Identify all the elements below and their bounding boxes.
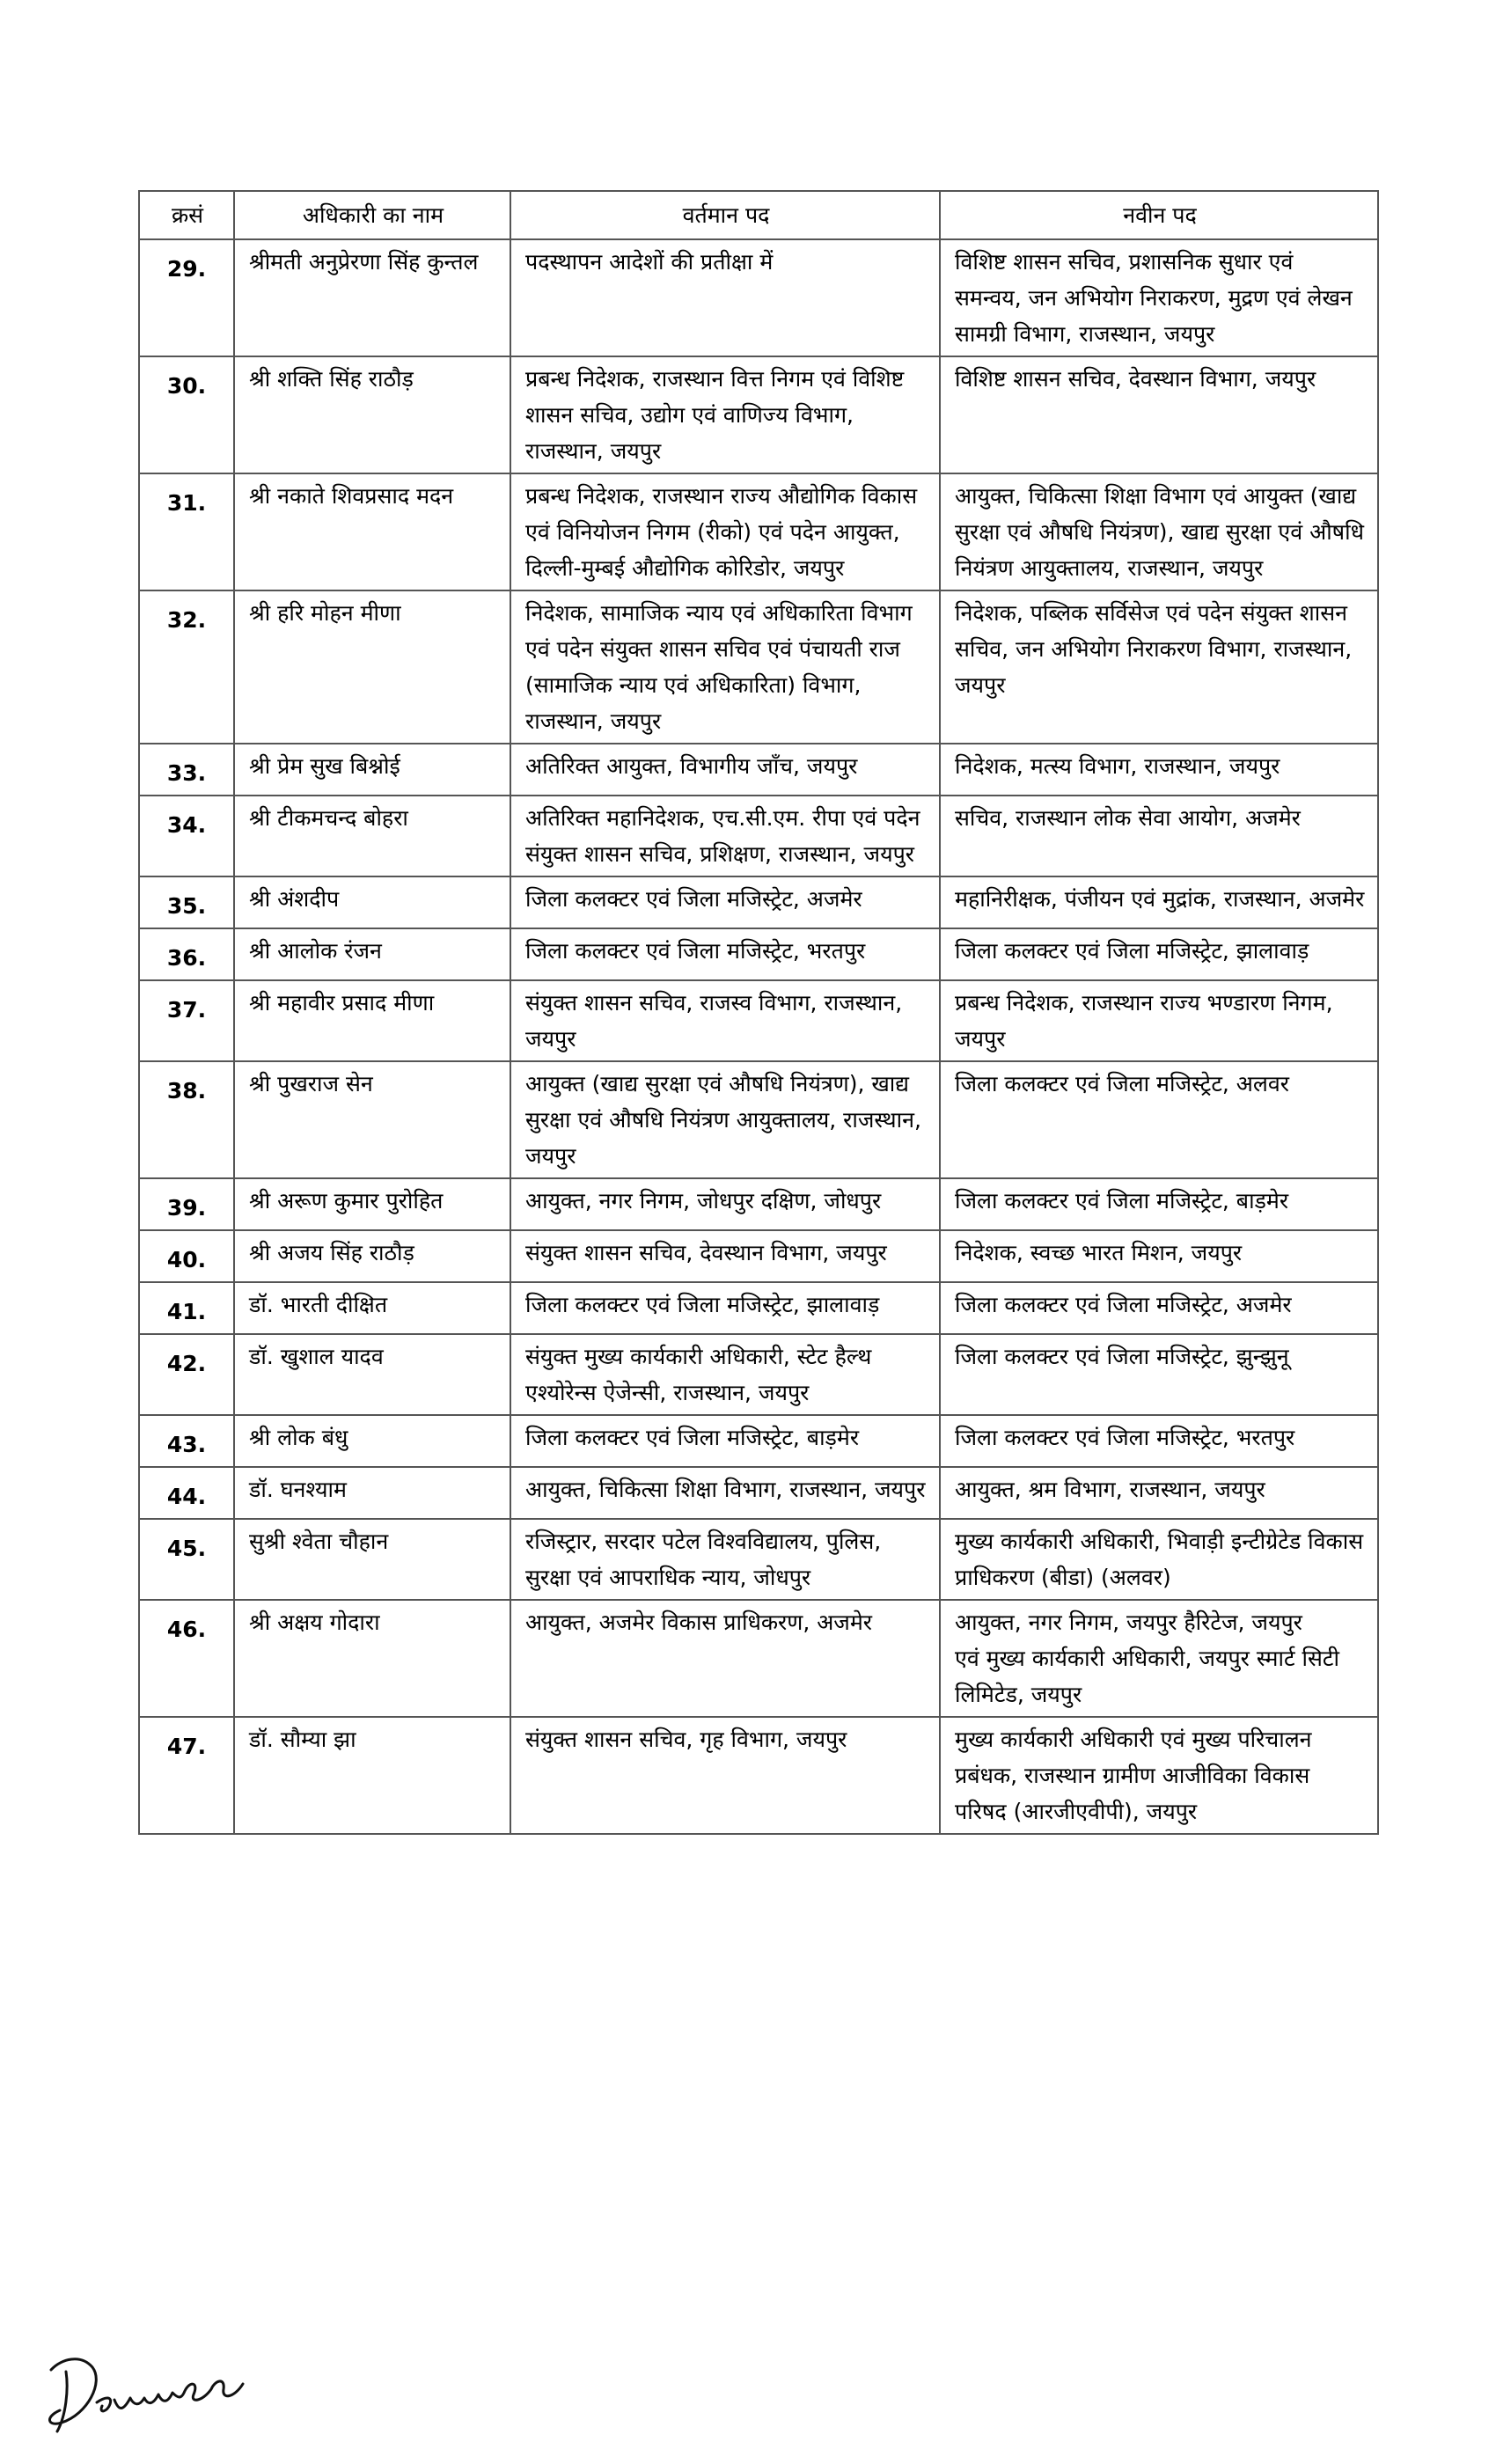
row-new-post: विशिष्ट शासन सचिव, देवस्थान विभाग, जयपुर	[940, 356, 1378, 473]
row-sno: 30.	[139, 356, 234, 473]
row-current-post: संयुक्त शासन सचिव, राजस्व विभाग, राजस्थान, जयपुर	[510, 980, 940, 1061]
header-new-post: नवीन पद	[940, 191, 1378, 239]
table-row	[139, 1717, 1378, 1834]
row-new-post: निदेशक, स्वच्छ भारत मिशन, जयपुर	[940, 1230, 1378, 1282]
row-officer-name: श्री हरि मोहन मीणा	[234, 590, 510, 744]
table-row	[139, 1334, 1378, 1415]
row-officer-name: सुश्री श्वेता चौहान	[234, 1519, 510, 1600]
row-new-post: जिला कलक्टर एवं जिला मजिस्ट्रेट, झुन्झुनू	[940, 1334, 1378, 1415]
table-row	[139, 1178, 1378, 1230]
row-sno: 44.	[139, 1467, 234, 1519]
header-name: अधिकारी का नाम	[234, 191, 510, 239]
row-sno: 36.	[139, 928, 234, 980]
row-officer-name: डॉ. खुशाल यादव	[234, 1334, 510, 1415]
table-row	[139, 1519, 1378, 1600]
row-current-post: आयुक्त, चिकित्सा शिक्षा विभाग, राजस्थान, जयपुर	[510, 1467, 940, 1519]
row-current-post: प्रबन्ध निदेशक, राजस्थान राज्य औद्योगिक विकास एवं विनियोजन निगम (रीको) एवं पदेन आयुक्त, दिल्ली-मुम्बई औद्योगिक कोरिडोर, जयपुर	[510, 473, 940, 590]
row-new-post: विशिष्ट शासन सचिव, प्रशासनिक सुधार एवं समन्वय, जन अभियोग निराकरण, मुद्रण एवं लेखन सामग्री विभाग, राजस्थान, जयपुर	[940, 239, 1378, 356]
row-sno: 39.	[139, 1178, 234, 1230]
row-sno: 46.	[139, 1600, 234, 1717]
table-row	[139, 239, 1378, 356]
row-sno: 34.	[139, 796, 234, 876]
row-sno: 32.	[139, 590, 234, 744]
row-officer-name: डॉ. घनश्याम	[234, 1467, 510, 1519]
row-sno: 42.	[139, 1334, 234, 1415]
table-row	[139, 1230, 1378, 1282]
row-current-post: आयुक्त, अजमेर विकास प्राधिकरण, अजमेर	[510, 1600, 940, 1717]
row-sno: 31.	[139, 473, 234, 590]
row-current-post: संयुक्त शासन सचिव, देवस्थान विभाग, जयपुर	[510, 1230, 940, 1282]
row-officer-name: डॉ. सौम्या झा	[234, 1717, 510, 1834]
row-officer-name: श्री अक्षय गोदारा	[234, 1600, 510, 1717]
row-officer-name: श्री आलोक रंजन	[234, 928, 510, 980]
row-new-post: आयुक्त, श्रम विभाग, राजस्थान, जयपुर	[940, 1467, 1378, 1519]
row-new-post: आयुक्त, चिकित्सा शिक्षा विभाग एवं आयुक्त (खाद्य सुरक्षा एवं औषधि नियंत्रण), खाद्य सुरक्षा एवं औषधि नियंत्रण आयुक्तालय, राजस्थान, जयपुर	[940, 473, 1378, 590]
table-row	[139, 1467, 1378, 1519]
row-officer-name: श्री लोक बंधु	[234, 1415, 510, 1467]
header-current-post: वर्तमान पद	[510, 191, 940, 239]
row-new-post: महानिरीक्षक, पंजीयन एवं मुद्रांक, राजस्थान, अजमेर	[940, 876, 1378, 928]
row-officer-name: श्री महावीर प्रसाद मीणा	[234, 980, 510, 1061]
row-current-post: रजिस्ट्रार, सरदार पटेल विश्वविद्यालय, पुलिस, सुरक्षा एवं आपराधिक न्याय, जोधपुर	[510, 1519, 940, 1600]
row-current-post: निदेशक, सामाजिक न्याय एवं अधिकारिता विभाग एवं पदेन संयुक्त शासन सचिव एवं पंचायती राज (सामाजिक न्याय एवं अधिकारिता) विभाग, राजस्थान, जयपुर	[510, 590, 940, 744]
table-row	[139, 796, 1378, 876]
row-officer-name: श्री अजय सिंह राठौड़	[234, 1230, 510, 1282]
row-current-post: जिला कलक्टर एवं जिला मजिस्ट्रेट, भरतपुर	[510, 928, 940, 980]
row-new-post: जिला कलक्टर एवं जिला मजिस्ट्रेट, बाड़मेर	[940, 1178, 1378, 1230]
row-new-post: प्रबन्ध निदेशक, राजस्थान राज्य भण्डारण निगम, जयपुर	[940, 980, 1378, 1061]
row-sno: 33.	[139, 744, 234, 796]
table-row	[139, 744, 1378, 796]
row-sno: 43.	[139, 1415, 234, 1467]
transfer-table	[138, 190, 1379, 1835]
row-sno: 40.	[139, 1230, 234, 1282]
row-current-post: पदस्थापन आदेशों की प्रतीक्षा में	[510, 239, 940, 356]
row-current-post: अतिरिक्त महानिदेशक, एच.सी.एम. रीपा एवं पदेन संयुक्त शासन सचिव, प्रशिक्षण, राजस्थान, जयपुर	[510, 796, 940, 876]
row-sno: 47.	[139, 1717, 234, 1834]
row-new-post: मुख्य कार्यकारी अधिकारी, भिवाड़ी इन्टीग्रेटेड विकास प्राधिकरण (बीडा) (अलवर)	[940, 1519, 1378, 1600]
row-current-post: प्रबन्ध निदेशक, राजस्थान वित्त निगम एवं विशिष्ट शासन सचिव, उद्योग एवं वाणिज्य विभाग, राजस्थान, जयपुर	[510, 356, 940, 473]
row-officer-name: श्री पुखराज सेन	[234, 1061, 510, 1178]
row-officer-name: श्री प्रेम सुख बिश्नोई	[234, 744, 510, 796]
row-officer-name: श्रीमती अनुप्रेरणा सिंह कुन्तल	[234, 239, 510, 356]
row-new-post: सचिव, राजस्थान लोक सेवा आयोग, अजमेर	[940, 796, 1378, 876]
row-new-post: जिला कलक्टर एवं जिला मजिस्ट्रेट, अजमेर	[940, 1282, 1378, 1334]
row-current-post: जिला कलक्टर एवं जिला मजिस्ट्रेट, बाड़मेर	[510, 1415, 940, 1467]
row-current-post: आयुक्त, नगर निगम, जोधपुर दक्षिण, जोधपुर	[510, 1178, 940, 1230]
row-current-post: संयुक्त मुख्य कार्यकारी अधिकारी, स्टेट हैल्थ एश्योरेन्स ऐजेन्सी, राजस्थान, जयपुर	[510, 1334, 940, 1415]
row-officer-name: श्री अंशदीप	[234, 876, 510, 928]
row-new-post: जिला कलक्टर एवं जिला मजिस्ट्रेट, झालावाड़	[940, 928, 1378, 980]
table-row	[139, 1415, 1378, 1467]
row-new-post: आयुक्त, नगर निगम, जयपुर हैरिटेज, जयपुर एवं मुख्य कार्यकारी अधिकारी, जयपुर स्मार्ट सिटी लिमिटेड, जयपुर	[940, 1600, 1378, 1717]
table-row	[139, 876, 1378, 928]
header-sno: क्रसं	[139, 191, 234, 239]
row-new-post: जिला कलक्टर एवं जिला मजिस्ट्रेट, अलवर	[940, 1061, 1378, 1178]
table-body	[139, 239, 1378, 1834]
table-row	[139, 928, 1378, 980]
table-row	[139, 1282, 1378, 1334]
row-officer-name: श्री नकाते शिवप्रसाद मदन	[234, 473, 510, 590]
row-sno: 29.	[139, 239, 234, 356]
row-current-post: संयुक्त शासन सचिव, गृह विभाग, जयपुर	[510, 1717, 940, 1834]
row-current-post: अतिरिक्त आयुक्त, विभागीय जाँच, जयपुर	[510, 744, 940, 796]
row-sno: 45.	[139, 1519, 234, 1600]
row-current-post: जिला कलक्टर एवं जिला मजिस्ट्रेट, झालावाड़	[510, 1282, 940, 1334]
row-new-post: मुख्य कार्यकारी अधिकारी एवं मुख्य परिचालन प्रबंधक, राजस्थान ग्रामीण आजीविका विकास परिषद (आरजीएवीपी), जयपुर	[940, 1717, 1378, 1834]
row-officer-name: श्री अरूण कुमार पुरोहित	[234, 1178, 510, 1230]
table-row	[139, 1061, 1378, 1178]
row-officer-name: श्री शक्ति सिंह राठौड़	[234, 356, 510, 473]
table-row	[139, 473, 1378, 590]
row-new-post: जिला कलक्टर एवं जिला मजिस्ट्रेट, भरतपुर	[940, 1415, 1378, 1467]
table-row	[139, 590, 1378, 744]
row-sno: 37.	[139, 980, 234, 1061]
row-new-post: निदेशक, मत्स्य विभाग, राजस्थान, जयपुर	[940, 744, 1378, 796]
row-officer-name: श्री टीकमचन्द बोहरा	[234, 796, 510, 876]
table-header-row	[139, 191, 1378, 239]
table-row	[139, 980, 1378, 1061]
row-sno: 41.	[139, 1282, 234, 1334]
row-sno: 38.	[139, 1061, 234, 1178]
table-row	[139, 356, 1378, 473]
signature	[26, 2319, 290, 2442]
row-current-post: जिला कलक्टर एवं जिला मजिस्ट्रेट, अजमेर	[510, 876, 940, 928]
row-current-post: आयुक्त (खाद्य सुरक्षा एवं औषधि नियंत्रण), खाद्य सुरक्षा एवं औषधि नियंत्रण आयुक्तालय, राजस्थान, जयपुर	[510, 1061, 940, 1178]
table-row	[139, 1600, 1378, 1717]
row-sno: 35.	[139, 876, 234, 928]
row-officer-name: डॉ. भारती दीक्षित	[234, 1282, 510, 1334]
row-new-post: निदेशक, पब्लिक सर्विसेज एवं पदेन संयुक्त शासन सचिव, जन अभियोग निराकरण विभाग, राजस्थान, जयपुर	[940, 590, 1378, 744]
signature-text: Devendra	[26, 2319, 31, 2320]
